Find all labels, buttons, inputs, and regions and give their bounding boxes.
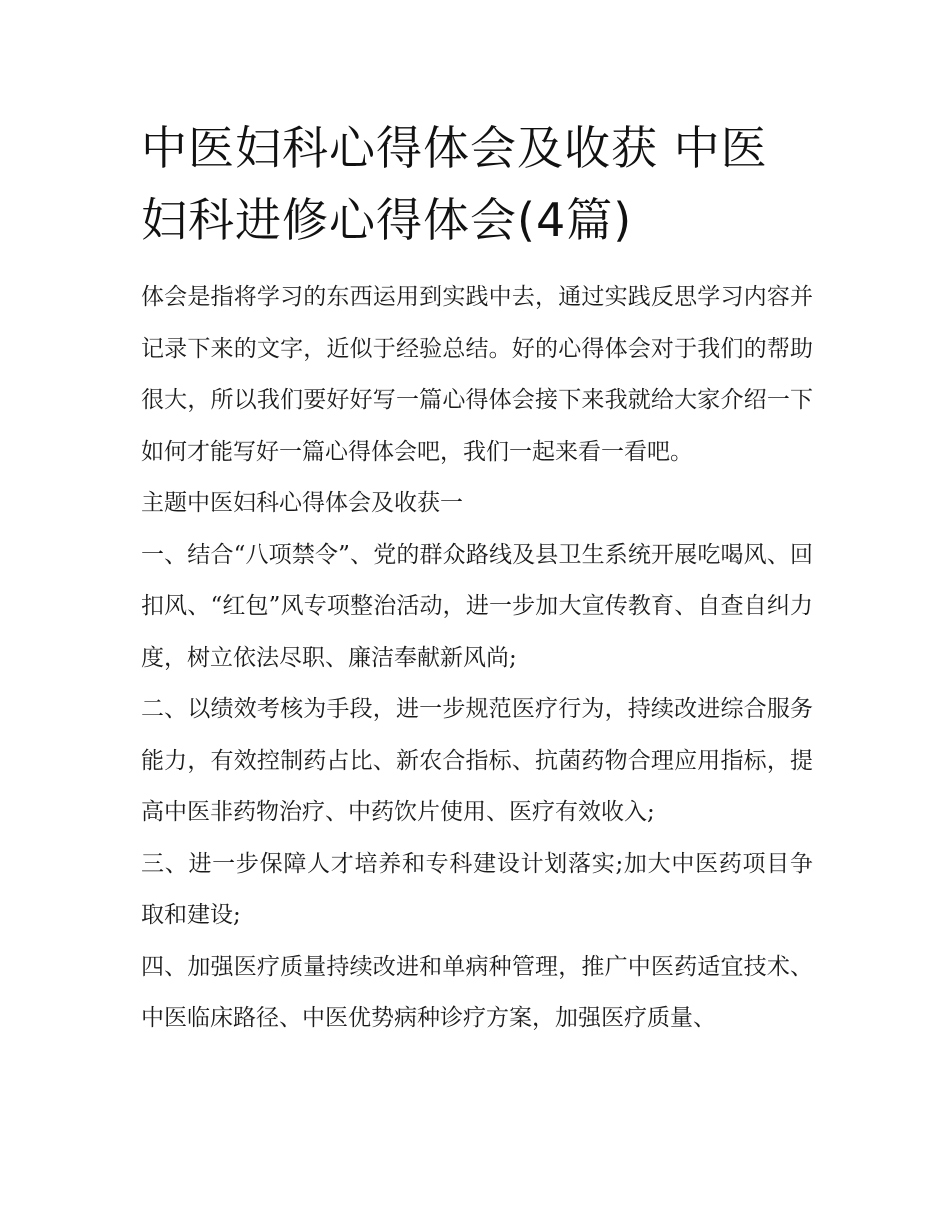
list-item-1: 一、结合“八项禁令”、党的群众路线及县卫生系统开展吃喝风、回扣风、“红包”风专项整治活动，进一步加大宣传教育、自查自纠力度，树立依法尽职、廉洁奉献新风尚;	[141, 541, 813, 671]
document-body	[141, 272, 813, 1045]
section-heading: 主题中医妇科心得体会及收获一	[141, 490, 463, 516]
intro-paragraph: 体会是指将学习的东西运用到实践中去，通过实践反思学习内容并记录下来的文字，近似于经验总结。好的心得体会对于我们的帮助很大，所以我们要好好写一篇心得体会接下来我就给大家介绍一下如何才能写好一篇心得体会吧，我们一起来看一看吧。	[141, 284, 813, 465]
document-page	[141, 112, 813, 1045]
document-title: 中医妇科心得体会及收获 中医妇科进修心得体会(4篇)	[141, 121, 768, 247]
list-item-4: 四、加强医疗质量持续改进和单病种管理，推广中医药适宜技术、中医临床路径、中医优势病种诊疗方案，加强医疗质量、	[141, 953, 813, 1031]
list-item-3: 三、进一步保障人才培养和专科建设计划落实;加大中医药项目争取和建设;	[141, 850, 813, 928]
list-item-2: 二、以绩效考核为手段，进一步规范医疗行为，持续改进综合服务能力，有效控制药占比、新农合指标、抗菌药物合理应用指标，提高中医非药物治疗、中药饮片使用、医疗有效收入;	[141, 696, 813, 825]
